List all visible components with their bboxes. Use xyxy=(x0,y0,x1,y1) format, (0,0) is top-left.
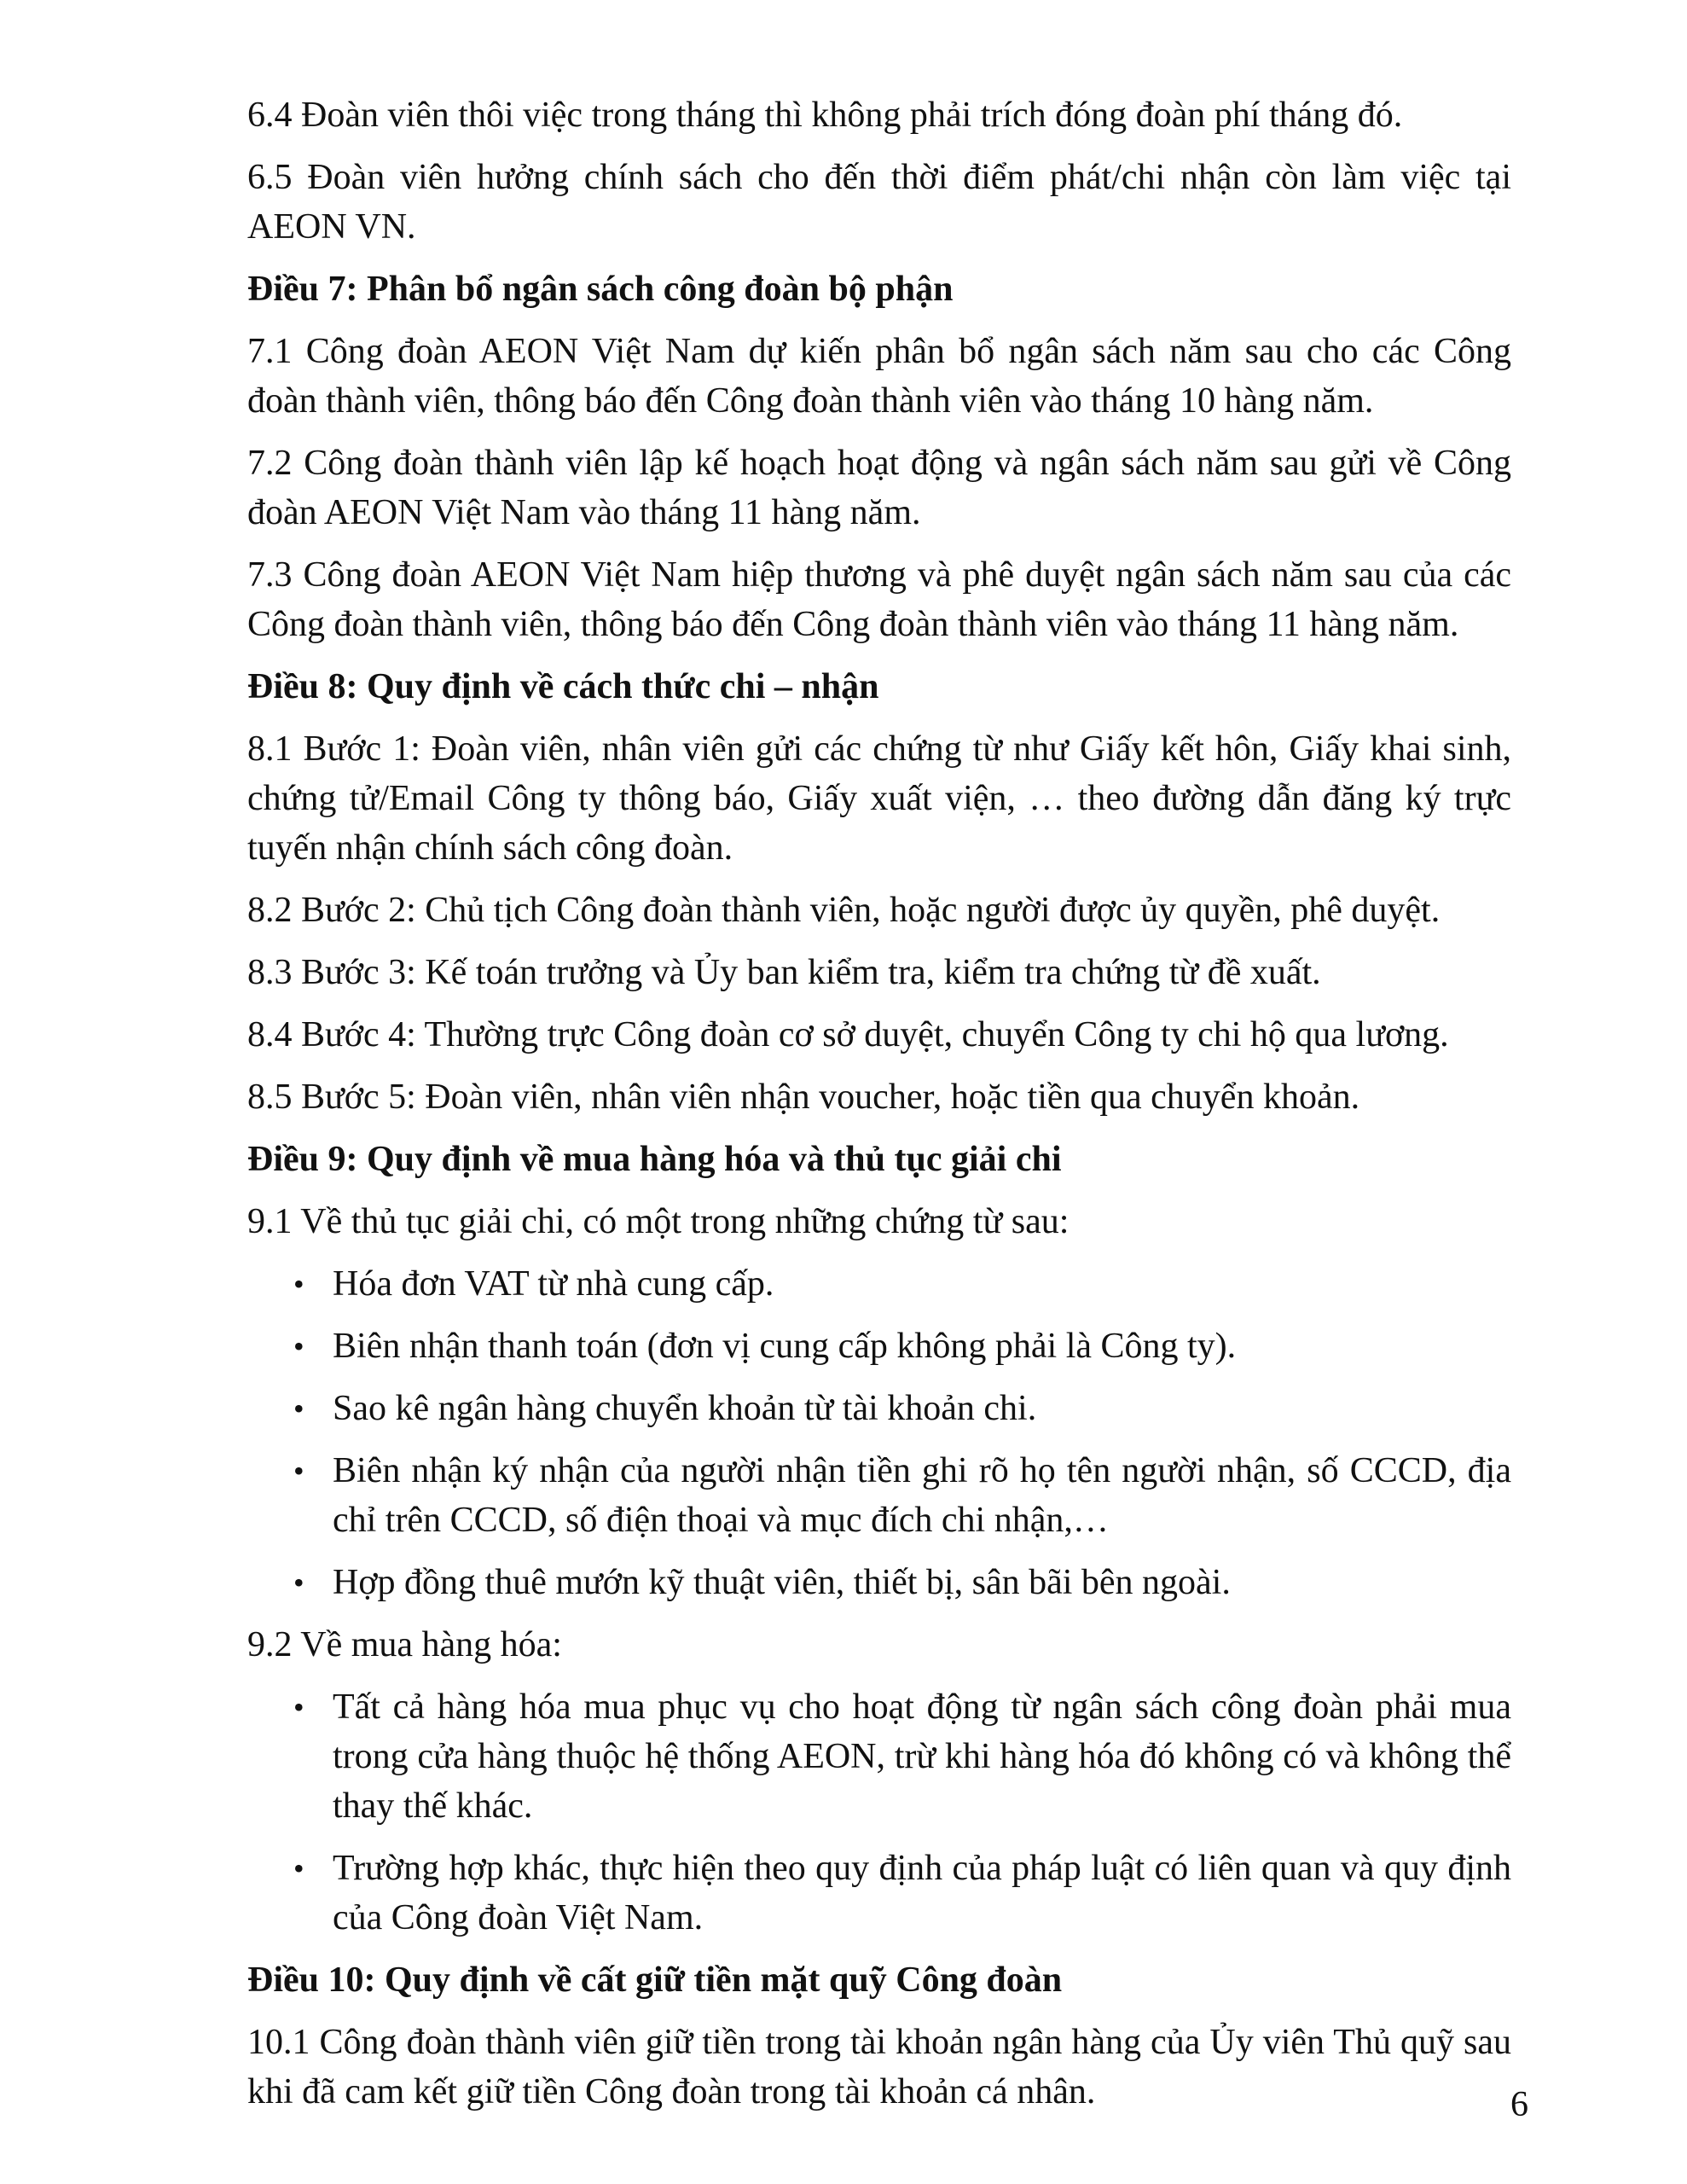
paragraph-9-1: 9.1 Về thủ tục giải chi, có một trong những chứng từ sau: xyxy=(247,1202,1070,1241)
bullet-text: Biên nhận ký nhận của người nhận tiền ghi rõ họ tên người nhận, số CCCD, địa chỉ trên CCCD, số điện thoại và mục đích chi nhận,… xyxy=(333,1451,1511,1540)
bullet-text: Tất cả hàng hóa mua phục vụ cho hoạt động từ ngân sách công đoàn phải mua trong cửa hàng thuộc hệ thống AEON, trừ khi hàng hóa đó không có và không thể thay thế khác. xyxy=(333,1687,1511,1826)
section-heading-dieu-9: Điều 9: Quy định về mua hàng hóa và thủ tục giải chi xyxy=(247,1140,1062,1179)
bullet-item xyxy=(247,1259,1511,1309)
bullet-dot-icon xyxy=(293,1321,304,1371)
paragraph-7-1: 7.1 Công đoàn AEON Việt Nam dự kiến phân bổ ngân sách năm sau cho các Công đoàn thành viên, thông báo đến Công đoàn thành viên vào tháng 10 hàng năm. xyxy=(247,332,1511,421)
bullet-text: Hợp đồng thuê mướn kỹ thuật viên, thiết bị, sân bãi bên ngoài. xyxy=(333,1563,1231,1602)
bullet-text: Hóa đơn VAT từ nhà cung cấp. xyxy=(333,1264,774,1304)
paragraph-6-5: 6.5 Đoàn viên hưởng chính sách cho đến thời điểm phát/chi nhận còn làm việc tại AEON VN. xyxy=(247,158,1511,247)
bullet-dot-icon xyxy=(293,1446,304,1496)
bullet-dot-icon xyxy=(293,1558,304,1607)
bullet-dot-icon xyxy=(293,1844,304,1893)
bullet-dot-icon xyxy=(293,1259,304,1309)
paragraph-10-1: 10.1 Công đoàn thành viên giữ tiền trong tài khoản ngân hàng của Ủy viên Thủ quỹ sau khi đã cam kết giữ tiền Công đoàn trong tài khoản cá nhân. xyxy=(247,2023,1511,2111)
bullet-dot-icon xyxy=(293,1682,304,1732)
document-body xyxy=(247,90,1511,2129)
paragraph-8-2: 8.2 Bước 2: Chủ tịch Công đoàn thành viên, hoặc người được ủy quyền, phê duyệt. xyxy=(247,891,1441,930)
paragraph-7-2: 7.2 Công đoàn thành viên lập kế hoạch hoạt động và ngân sách năm sau gửi về Công đoàn AEON Việt Nam vào tháng 11 hàng năm. xyxy=(247,444,1511,532)
bullet-text: Trường hợp khác, thực hiện theo quy định của pháp luật có liên quan và quy định của Công đoàn Việt Nam. xyxy=(333,1849,1511,1937)
page-number: 6 xyxy=(1510,2085,1528,2124)
paragraph-6-4: 6.4 Đoàn viên thôi việc trong tháng thì không phải trích đóng đoàn phí tháng đó. xyxy=(247,96,1403,135)
section-heading-dieu-7: Điều 7: Phân bổ ngân sách công đoàn bộ phận xyxy=(247,270,954,309)
section-heading-dieu-10: Điều 10: Quy định về cất giữ tiền mặt quỹ Công đoàn xyxy=(247,1960,1063,2000)
paragraph-8-1: 8.1 Bước 1: Đoàn viên, nhân viên gửi các chứng từ như Giấy kết hôn, Giấy khai sinh, chứng tử/Email Công ty thông báo, Giấy xuất viện, … theo đường dẫn đăng ký trực tuyến nhận chính sách công đoàn. xyxy=(247,729,1511,868)
bullet-item xyxy=(247,1446,1511,1545)
bullet-item xyxy=(247,1384,1511,1433)
paragraph-7-3: 7.3 Công đoàn AEON Việt Nam hiệp thương và phê duyệt ngân sách năm sau của các Công đoàn thành viên, thông báo đến Công đoàn thành viên vào tháng 11 hàng năm. xyxy=(247,555,1511,644)
bullet-text: Sao kê ngân hàng chuyển khoản từ tài khoản chi. xyxy=(333,1389,1037,1428)
section-heading-dieu-8: Điều 8: Quy định về cách thức chi – nhận xyxy=(247,667,879,706)
paragraph-8-5: 8.5 Bước 5: Đoàn viên, nhân viên nhận voucher, hoặc tiền qua chuyển khoản. xyxy=(247,1077,1360,1117)
bullet-item xyxy=(247,1844,1511,1943)
bullet-dot-icon xyxy=(293,1384,304,1433)
bullet-text: Biên nhận thanh toán (đơn vị cung cấp không phải là Công ty). xyxy=(333,1327,1237,1366)
paragraph-8-4: 8.4 Bước 4: Thường trực Công đoàn cơ sở duyệt, chuyển Công ty chi hộ qua lương. xyxy=(247,1015,1449,1054)
bullet-item xyxy=(247,1682,1511,1831)
bullet-item xyxy=(247,1558,1511,1607)
bullet-item xyxy=(247,1321,1511,1371)
paragraph-9-2: 9.2 Về mua hàng hóa: xyxy=(247,1625,562,1664)
paragraph-8-3: 8.3 Bước 3: Kế toán trưởng và Ủy ban kiểm tra, kiểm tra chứng từ đề xuất. xyxy=(247,953,1321,992)
